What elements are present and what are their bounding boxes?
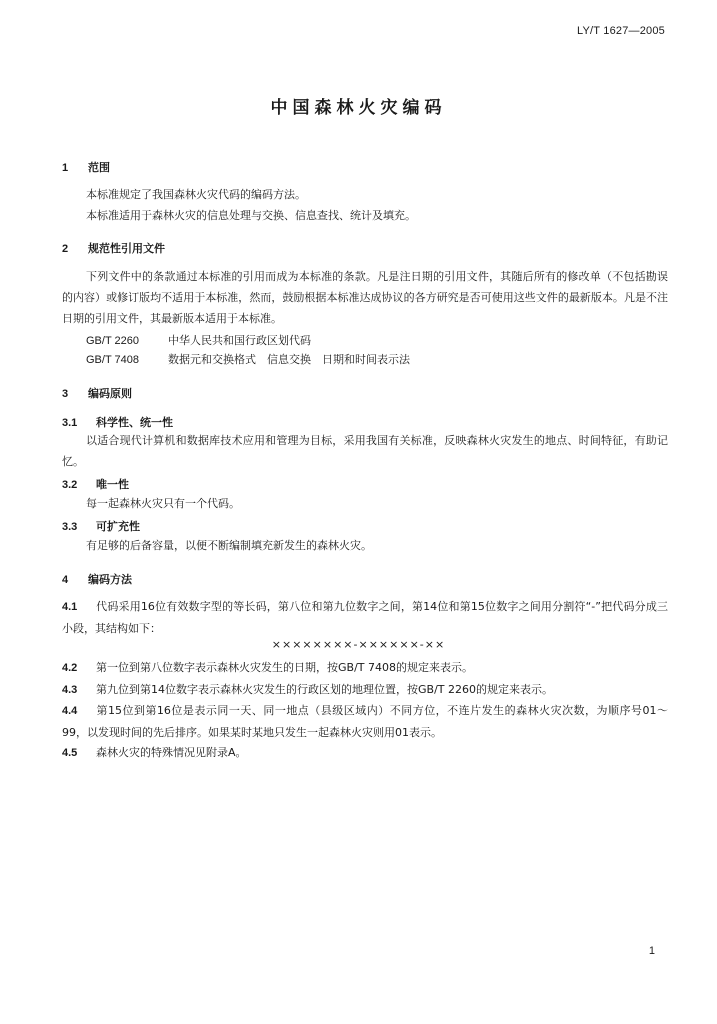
reference-code: GB/T 2260 [86, 335, 139, 347]
reference-code: GB/T 7408 [86, 354, 139, 366]
paragraph: 有足够的后备容量，以便不断编制填充新发生的森林火灾。 [86, 539, 372, 552]
clause-text: 代码采用16位有效数字型的等长码，第八位和第九位数字之间，第14位和第15位数字之间用分割符“-”把代码分成三小段，其结构如下： [62, 600, 668, 635]
clause-4-3 [62, 679, 668, 701]
clause-text: 森林火灾的特殊情况见附录A。 [96, 746, 247, 759]
paragraph: 以适合现代计算机和数据库技术应用和管理为目标，采用我国有关标准，反映森林火灾发生的地点、时间特征，有助记忆。 [62, 434, 668, 468]
clause-number: 4.5 [62, 747, 78, 759]
clause-text: 第一位到第八位数字表示森林火灾发生的日期，按GB/T 7408的规定来表示。 [96, 661, 473, 674]
paragraph: 本标准规定了我国森林火灾代码的编码方法。 [86, 188, 306, 201]
clause-number: 4.4 [62, 705, 78, 717]
subsection-title: 科学性、统一性 [96, 416, 173, 429]
section-title: 范围 [88, 161, 110, 174]
section-number: 3 [62, 388, 69, 400]
paragraph: 下列文件中的条款通过本标准的引用而成为本标准的条款。凡是注日期的引用文件，其随后所有的修改单（不包括勘误的内容）或修订版均不适用于本标准，然而，鼓励根据本标准达成协议的各方研究是否可使用这些文件的最新版本。凡是不注日期的引用文件，其最新版本适用于本标准。 [62, 270, 668, 325]
subsection-3-2-heading [62, 476, 129, 492]
section-number: 4 [62, 574, 69, 586]
reference-title: 数据元和交换格式 信息交换 日期和时间表示法 [168, 353, 410, 366]
subsection-title: 唯一性 [96, 478, 129, 491]
section-number: 1 [62, 162, 69, 174]
subsection-number: 3.3 [62, 521, 78, 533]
clause-text: 第15位到第16位是表示同一天、同一地点（县级区域内）不同方位，不连片发生的森林火灾次数，为顺序号01～99，以发现时间的先后排序。如果某时某地只发生一起森林火灾则用01表示。 [62, 704, 668, 739]
section-number: 2 [62, 243, 69, 255]
paragraph: 本标准适用于森林火灾的信息处理与交换、信息查找、统计及填充。 [86, 209, 416, 222]
clause-4-2 [62, 657, 668, 679]
page-number: 1 [648, 945, 655, 957]
reference-title: 中华人民共和国行政区划代码 [168, 334, 311, 347]
subsection-3-1-heading [62, 414, 173, 430]
clause-text: 第九位到第14位数字表示森林火灾发生的行政区划的地理位置，按GB/T 2260的规定来表示。 [96, 683, 553, 696]
subsection-number: 3.2 [62, 479, 78, 491]
section-title: 编码原则 [88, 387, 132, 400]
standard-number: LY/T 1627—2005 [576, 25, 665, 37]
section-title: 规范性引用文件 [88, 242, 165, 255]
reference-item [86, 353, 410, 367]
clause-number: 4.3 [62, 684, 78, 696]
clause-4-4 [62, 700, 668, 743]
section-3-heading [62, 385, 132, 401]
document-title: 中国森林火灾编码 [270, 98, 447, 118]
section-2-heading [62, 240, 165, 256]
section-4-heading [62, 571, 132, 587]
subsection-title: 可扩充性 [96, 520, 140, 533]
reference-item [86, 334, 311, 348]
clause-number: 4.2 [62, 662, 78, 674]
section-1-heading [62, 159, 110, 175]
section-title: 编码方法 [88, 573, 132, 586]
clause-4-1 [62, 596, 668, 639]
clause-4-5 [62, 742, 668, 764]
subsection-3-3-heading [62, 518, 140, 534]
code-structure: ××××××××-××××××-×× [271, 638, 446, 651]
subsection-number: 3.1 [62, 417, 78, 429]
paragraph: 每一起森林火灾只有一个代码。 [86, 497, 240, 510]
clause-number: 4.1 [62, 601, 78, 613]
